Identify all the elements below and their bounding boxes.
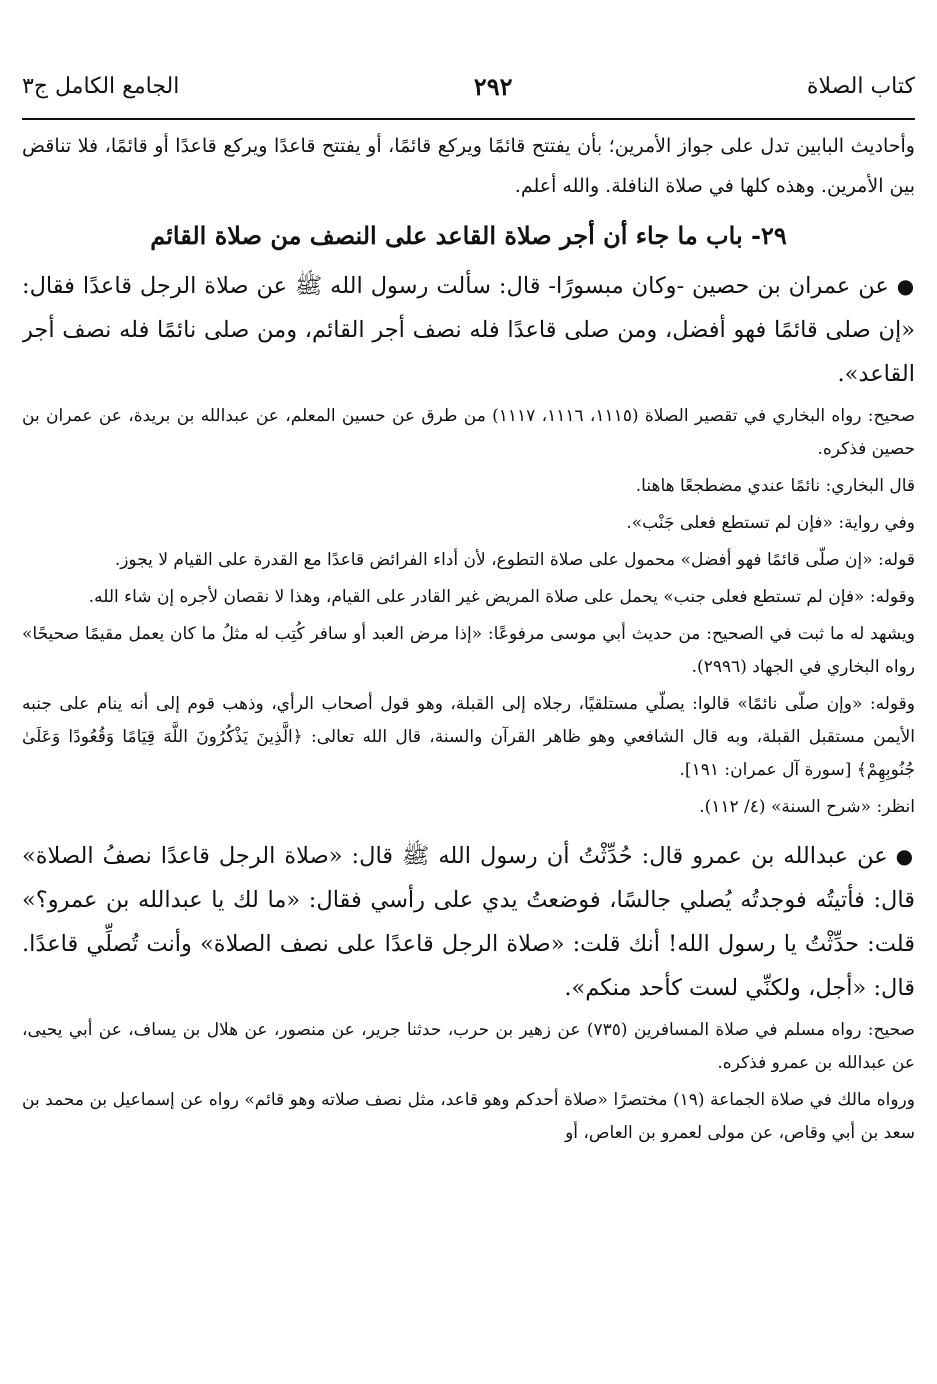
hadith-text [22,834,915,1010]
takhrij-note: ورواه مالك في صلاة الجماعة (١٩) مختصرًا «صلاة أحدكم وهو قاعد، مثل نصف صلاته وهو قائم» رواه عن إسماعيل بن محمد بن سعد بن أبي وقاص، عن مولى لعمرو بن العاص، أو [22,1090,915,1143]
explanation-note: وقوله: «فإن لم تستطع فعلى جنب» يحمل على صلاة المريض غير القادر على القيام، وهذا لا نقصان لأجره إن شاء الله. [88,587,915,607]
reference-note: انظر: «شرح السنة» (٤/ ١١٢). [699,797,915,817]
intro-paragraph: وأحاديث البابين تدل على جواز الأمرين؛ بأن يفتتح قائمًا ويركع قائمًا، أو يفتتح قاعدًا ويركع قاعدًا أو قائمًا، فلا تناقض بين الأمرين. وهذه كلها في صلاة النافلة. والله أعلم. [22,135,915,197]
narration-variant: وفي رواية: «فإن لم تستطع فعلى جَنْب». [626,513,915,533]
hadith-2-body: عن عبدالله بن عمرو قال: حُدِّثْتُ أن رسول الله ﷺ قال: «صلاة الرجل قاعدًا نصفُ الصلاة» قال: فأتيتُه فوجدتُه يُصلي جالسًا، فوضعتُ يدي على رأسي فقال: «ما لك يا عبدالله بن عمرو؟» قلت: حدِّثْتُ يا رسول الله! أنك قلت: «صلاة الرجل قاعدًا على نصف الصلاة» وأنت تُصلِّي قاعدًا. قال: «أجل، ولكنِّي لست كأحد منكم». [22,843,915,1001]
supporting-evidence-note: ويشهد له ما ثبت في الصحيح: من حديث أبي موسى مرفوعًا: «إذا مرض العبد أو سافر كُتِب له مثلُ ما كان يعمل مقيمًا صحيحًا» رواه البخاري في الجهاد (٢٩٩٦). [22,624,915,677]
page-header [22,66,915,106]
page-body [22,126,915,1384]
series-title: الجامع الكامل ج٣ [22,73,180,99]
bullet-icon: ● [895,844,915,868]
chapter-heading: ٢٩- باب ما جاء أن أجر صلاة القاعد على النصف من صلاة القائم [150,221,787,250]
explanation-note: وقوله: «وإن صلّى نائمًا» قالوا: يصلّي مستلقيًا، رجلاه إلى القبلة، وهو قول أصحاب الرأي، وذهب قوم إلى أنه ينام على جنبه الأيمن مستقبل القبلة، وبه قال الشافعي وهو ظاهر القرآن والسنة، قال الله تعالى: ﴿الَّذِينَ يَذْكُرُونَ اللَّهَ قِيَامًا وَقُعُودًا وَعَلَىٰ جُنُوبِهِمْ﴾ [سورة آل عمران: ١٩١]. [22,694,915,780]
header-rule [22,118,915,120]
book-title: كتاب الصلاة [806,73,915,99]
hadith-1-body: عن عمران بن حصين -وكان مبسورًا- قال: سألت رسول الله ﷺ عن صلاة الرجل قاعدًا فقال: «إن صلى قائمًا فهو أفضل، ومن صلى قاعدًا فله نصف أجر القائم، ومن صلى نائمًا فله نصف أجر القاعد». [22,273,915,387]
explanation-note: قوله: «إن صلّى قائمًا فهو أفضل» محمول على صلاة التطوع، لأن أداء الفرائض قاعدًا مع القدرة على القيام لا يجوز. [114,550,915,570]
page-number: ٢٩٢ [473,71,513,101]
takhrij-note: صحيح: رواه مسلم في صلاة المسافرين (٧٣٥) عن زهير بن حرب، حدثنا جرير، عن منصور، عن هلال بن يساف، عن أبي يحيى، عن عبدالله بن عمرو فذكره. [22,1020,915,1073]
hadith-text [22,264,915,396]
bukhari-comment: قال البخاري: نائمًا عندي مضطجعًا هاهنا. [635,476,915,496]
takhrij-note: صحيح: رواه البخاري في تقصير الصلاة (١١١٥، ١١١٦، ١١١٧) من طرق عن حسين المعلم، عن عبدالله بن بريدة، عن عمران بن حصين فذكره. [22,406,915,459]
bullet-icon: ● [896,274,915,298]
